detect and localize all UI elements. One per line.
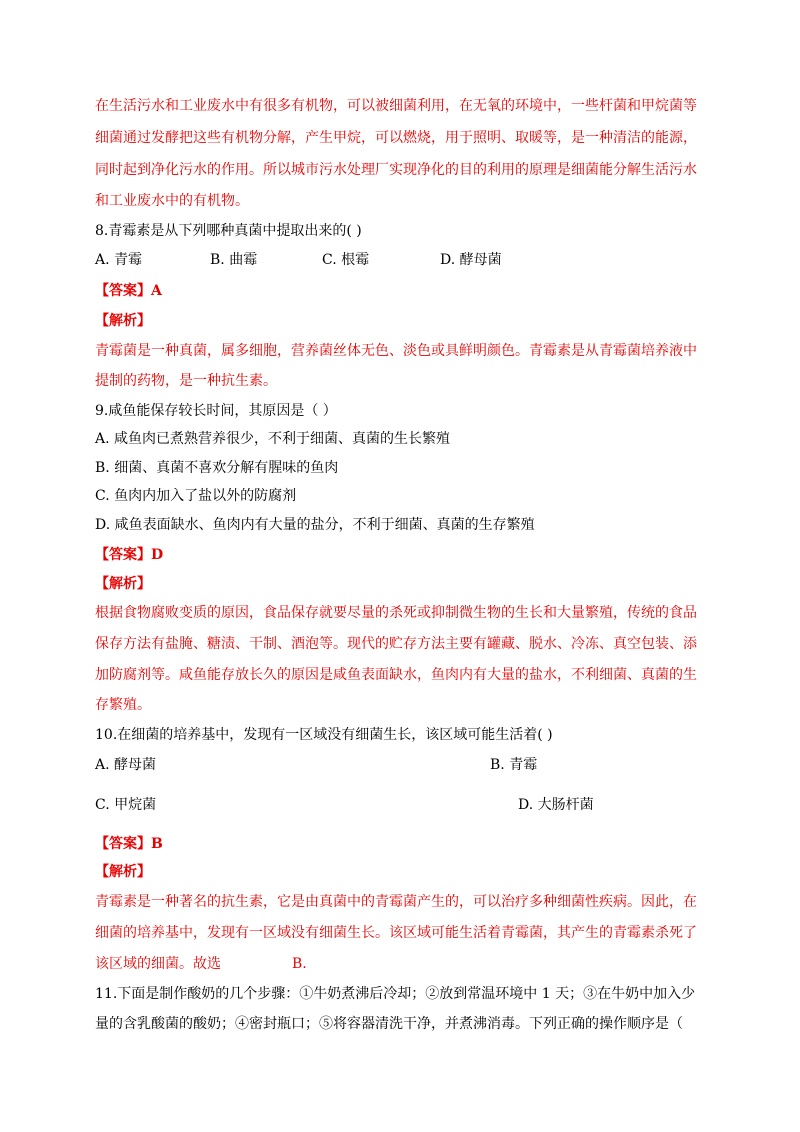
q10-option-a: A. 酵母菌 [95, 757, 157, 773]
q9-answer: 【答案】D [95, 547, 164, 563]
question-10-stem: 10.在细菌的培养基中，发现有一区域没有细菌生长，该区域可能生活着( ) [95, 727, 553, 743]
question-8-stem: 8.青霉素是从下列哪种真菌中提取出来的( ) [95, 223, 362, 239]
q9-option-a: A. 咸鱼肉已煮熟营养很少，不利于细菌、真菌的生长繁殖 [95, 431, 451, 447]
q8-option-c: C. 根霉 [322, 252, 370, 268]
analysis-line: 存繁殖。 [95, 697, 151, 713]
analysis-line: 该区域的细菌。故选 [95, 956, 221, 972]
analysis-line: 提制的药物，是一种抗生素。 [95, 373, 277, 389]
question-9-stem: 9.咸鱼能保存较长时间，其原因是（ ） [95, 403, 337, 419]
q10-option-c: C. 甲烷菌 [95, 797, 157, 813]
question-11-stem-cont: 量的含乳酸菌的酸奶；④密封瓶口；⑤将容器清洗干净，并煮沸消毒。下列正确的操作顺序是（ [95, 1016, 683, 1032]
analysis-line: 和工业废水中的有机物。 [95, 193, 249, 209]
q9-option-d: D. 咸鱼表面缺水、鱼肉内有大量的盐分，不利于细菌、真菌的生存繁殖 [95, 517, 535, 533]
q10-choice-tail: B. [292, 956, 307, 972]
analysis-line: 青霉素是一种著名的抗生素，它是由真菌中的青霉菌产生的，可以治疗多种细菌性疾病。因此，在 [95, 894, 697, 910]
analysis-line: 保存方法有盐腌、糖渍、干制、酒泡等。现代的贮存方法主要有罐藏、脱水、冷冻、真空包装、添 [95, 636, 697, 652]
q10-option-b: B. 青霉 [490, 757, 538, 773]
q9-analysis-label: 【解析】 [95, 576, 151, 592]
q9-option-b: B. 细菌、真菌不喜欢分解有腥味的鱼肉 [95, 460, 339, 476]
analysis-line: 青霉菌是一种真菌，属多细胞，营养菌丝体无色、淡色或具鲜明颜色。青霉素是从青霉菌培养液中 [95, 343, 697, 359]
q8-analysis-label: 【解析】 [95, 313, 151, 329]
q8-option-d: D. 酵母菌 [440, 252, 502, 268]
question-11-stem: 11.下面是制作酸奶的几个步骤：①牛奶煮沸后冷却；②放到常温环境中 1 天；③在牛奶中加入少 [95, 986, 696, 1002]
q8-option-b: B. 曲霉 [210, 252, 258, 268]
analysis-line: 细菌通过发酵把这些有机物分解，产生甲烷，可以燃烧，用于照明、取暖等，是一种清洁的能源， [95, 130, 697, 146]
q8-option-a: A. 青霉 [95, 252, 143, 268]
analysis-line: 细菌的培养基中，发现有一区域没有细菌生长。该区域可能生活着青霉菌，其产生的青霉素杀死了 [95, 925, 697, 941]
analysis-line: 根据食物腐败变质的原因，食品保存就要尽量的杀死或抑制微生物的生长和大量繁殖，传统的食品 [95, 605, 697, 621]
q9-option-c: C. 鱼肉内加入了盐以外的防腐剂 [95, 488, 297, 504]
q10-option-d: D. 大肠杆菌 [518, 797, 594, 813]
q8-answer: 【答案】A [95, 283, 162, 299]
analysis-line: 在生活污水和工业废水中有很多有机物，可以被细菌利用，在无氧的环境中，一些杆菌和甲烷菌等 [95, 98, 697, 114]
q10-answer: 【答案】B [95, 836, 163, 852]
q10-analysis-label: 【解析】 [95, 864, 151, 880]
analysis-line: 同时起到净化污水的作用。所以城市污水处理厂实现净化的目的利用的原理是细菌能分解生活污水 [95, 162, 697, 178]
analysis-line: 加防腐剂等。咸鱼能存放长久的原因是咸鱼表面缺水，鱼肉内有大量的盐水，不利细菌、真菌的生 [95, 667, 697, 683]
